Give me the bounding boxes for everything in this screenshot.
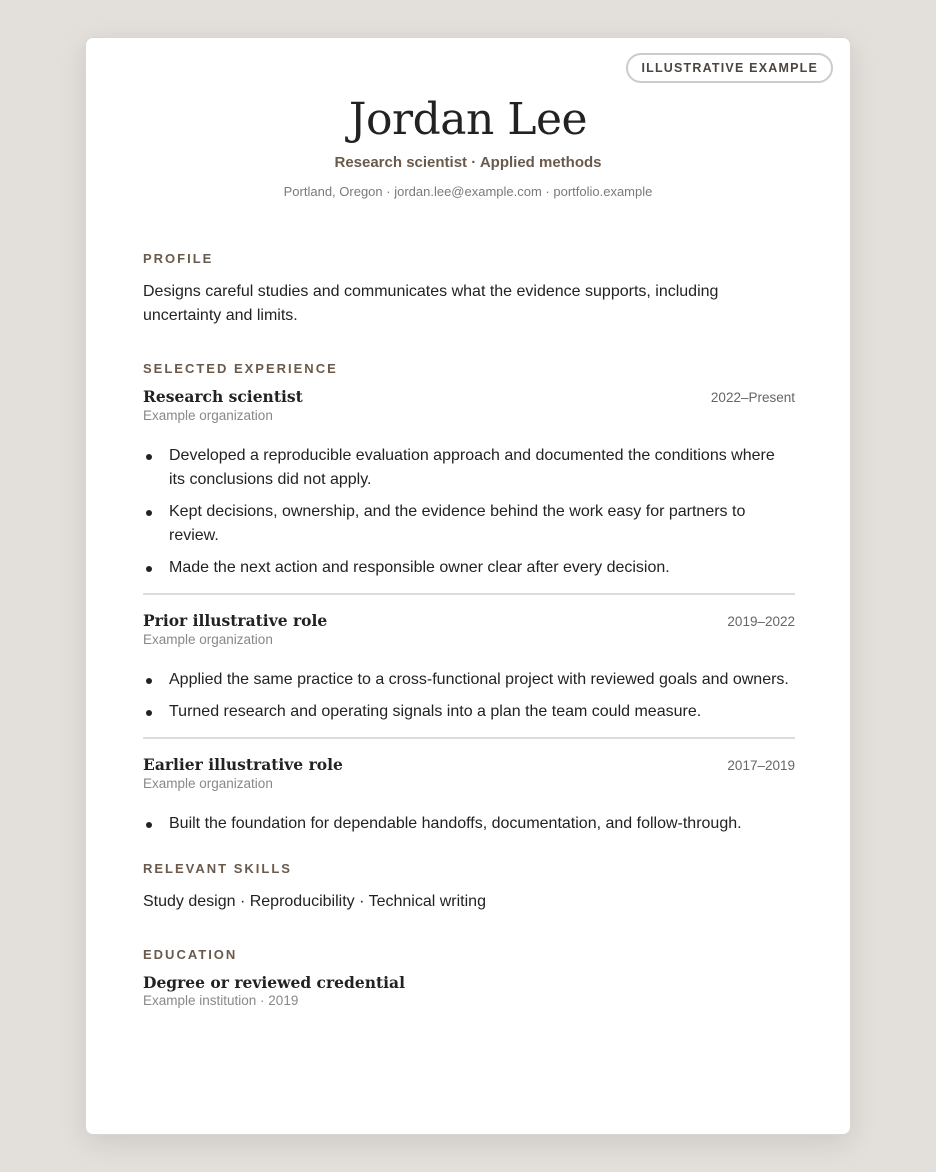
job-header	[143, 610, 795, 633]
list-item	[143, 556, 795, 580]
illustrative-example-badge: ILLUSTRATIVE EXAMPLE	[626, 53, 833, 83]
section-title-education: EDUCATION	[143, 947, 238, 962]
profile-section	[143, 250, 795, 328]
contact-line: Portland, Oregon · jordan.lee@example.com · portfolio.example	[283, 184, 653, 199]
bullet-dot-icon	[146, 566, 152, 572]
section-title-experience: SELECTED EXPERIENCE	[143, 361, 338, 376]
bullet-text: Developed a reproducible evaluation approach and documented the conditions where its conclusions did not apply.	[169, 447, 775, 488]
skills-section	[143, 860, 795, 914]
job-header	[143, 386, 795, 409]
job-title: Prior illustrative role	[143, 611, 328, 630]
divider	[143, 593, 795, 595]
bullet-text: Applied the same practice to a cross-functional project with reviewed goals and owners.	[169, 671, 789, 688]
bullet-text: Turned research and operating signals into a plan the team could measure.	[169, 703, 702, 720]
bullet-text: Kept decisions, ownership, and the evidence behind the work easy for partners to review.	[169, 503, 746, 544]
education-degree: Degree or reviewed credential	[143, 973, 405, 992]
job-dates: 2019–2022	[727, 614, 795, 629]
bullet-dot-icon	[146, 678, 152, 684]
resume-page	[85, 37, 851, 1135]
job-organization: Example organization	[143, 632, 273, 647]
bullet-dot-icon	[146, 454, 152, 460]
job-organization: Example organization	[143, 776, 273, 791]
job-bullets	[143, 444, 795, 580]
bullet-text: Built the foundation for dependable handoffs, documentation, and follow-through.	[169, 815, 742, 832]
bullet-text: Made the next action and responsible owner clear after every decision.	[169, 559, 670, 576]
section-title-skills: RELEVANT SKILLS	[143, 861, 292, 876]
list-item	[143, 700, 795, 724]
list-item	[143, 444, 795, 492]
job-entry	[143, 386, 795, 580]
bullet-dot-icon	[146, 822, 152, 828]
section-title-profile: PROFILE	[143, 251, 214, 266]
list-item	[143, 668, 795, 692]
job-title: Research scientist	[143, 387, 303, 406]
profile-text: Designs careful studies and communicates what the evidence supports, including uncertainty and limits.	[143, 283, 719, 324]
job-entry	[143, 754, 795, 836]
job-header	[143, 754, 795, 777]
job-dates: 2017–2019	[727, 758, 795, 773]
job-entry	[143, 610, 795, 724]
education-section	[143, 946, 795, 1010]
bullet-dot-icon	[146, 510, 152, 516]
list-item	[143, 500, 795, 548]
job-bullets	[143, 812, 795, 836]
job-organization: Example organization	[143, 408, 273, 423]
job-title: Earlier illustrative role	[143, 755, 343, 774]
skills-text: Study design · Reproducibility · Technical writing	[143, 893, 486, 910]
list-item	[143, 812, 795, 836]
job-dates: 2022–Present	[710, 390, 795, 405]
job-bullets	[143, 668, 795, 724]
experience-section	[143, 360, 795, 836]
candidate-name: Jordan Lee	[348, 94, 588, 145]
resume-header	[86, 90, 850, 201]
divider	[143, 737, 795, 739]
resume-content	[143, 250, 795, 1010]
education-detail: Example institution · 2019	[143, 993, 299, 1008]
candidate-tagline: Research scientist · Applied methods	[334, 154, 602, 171]
bullet-dot-icon	[146, 710, 152, 716]
